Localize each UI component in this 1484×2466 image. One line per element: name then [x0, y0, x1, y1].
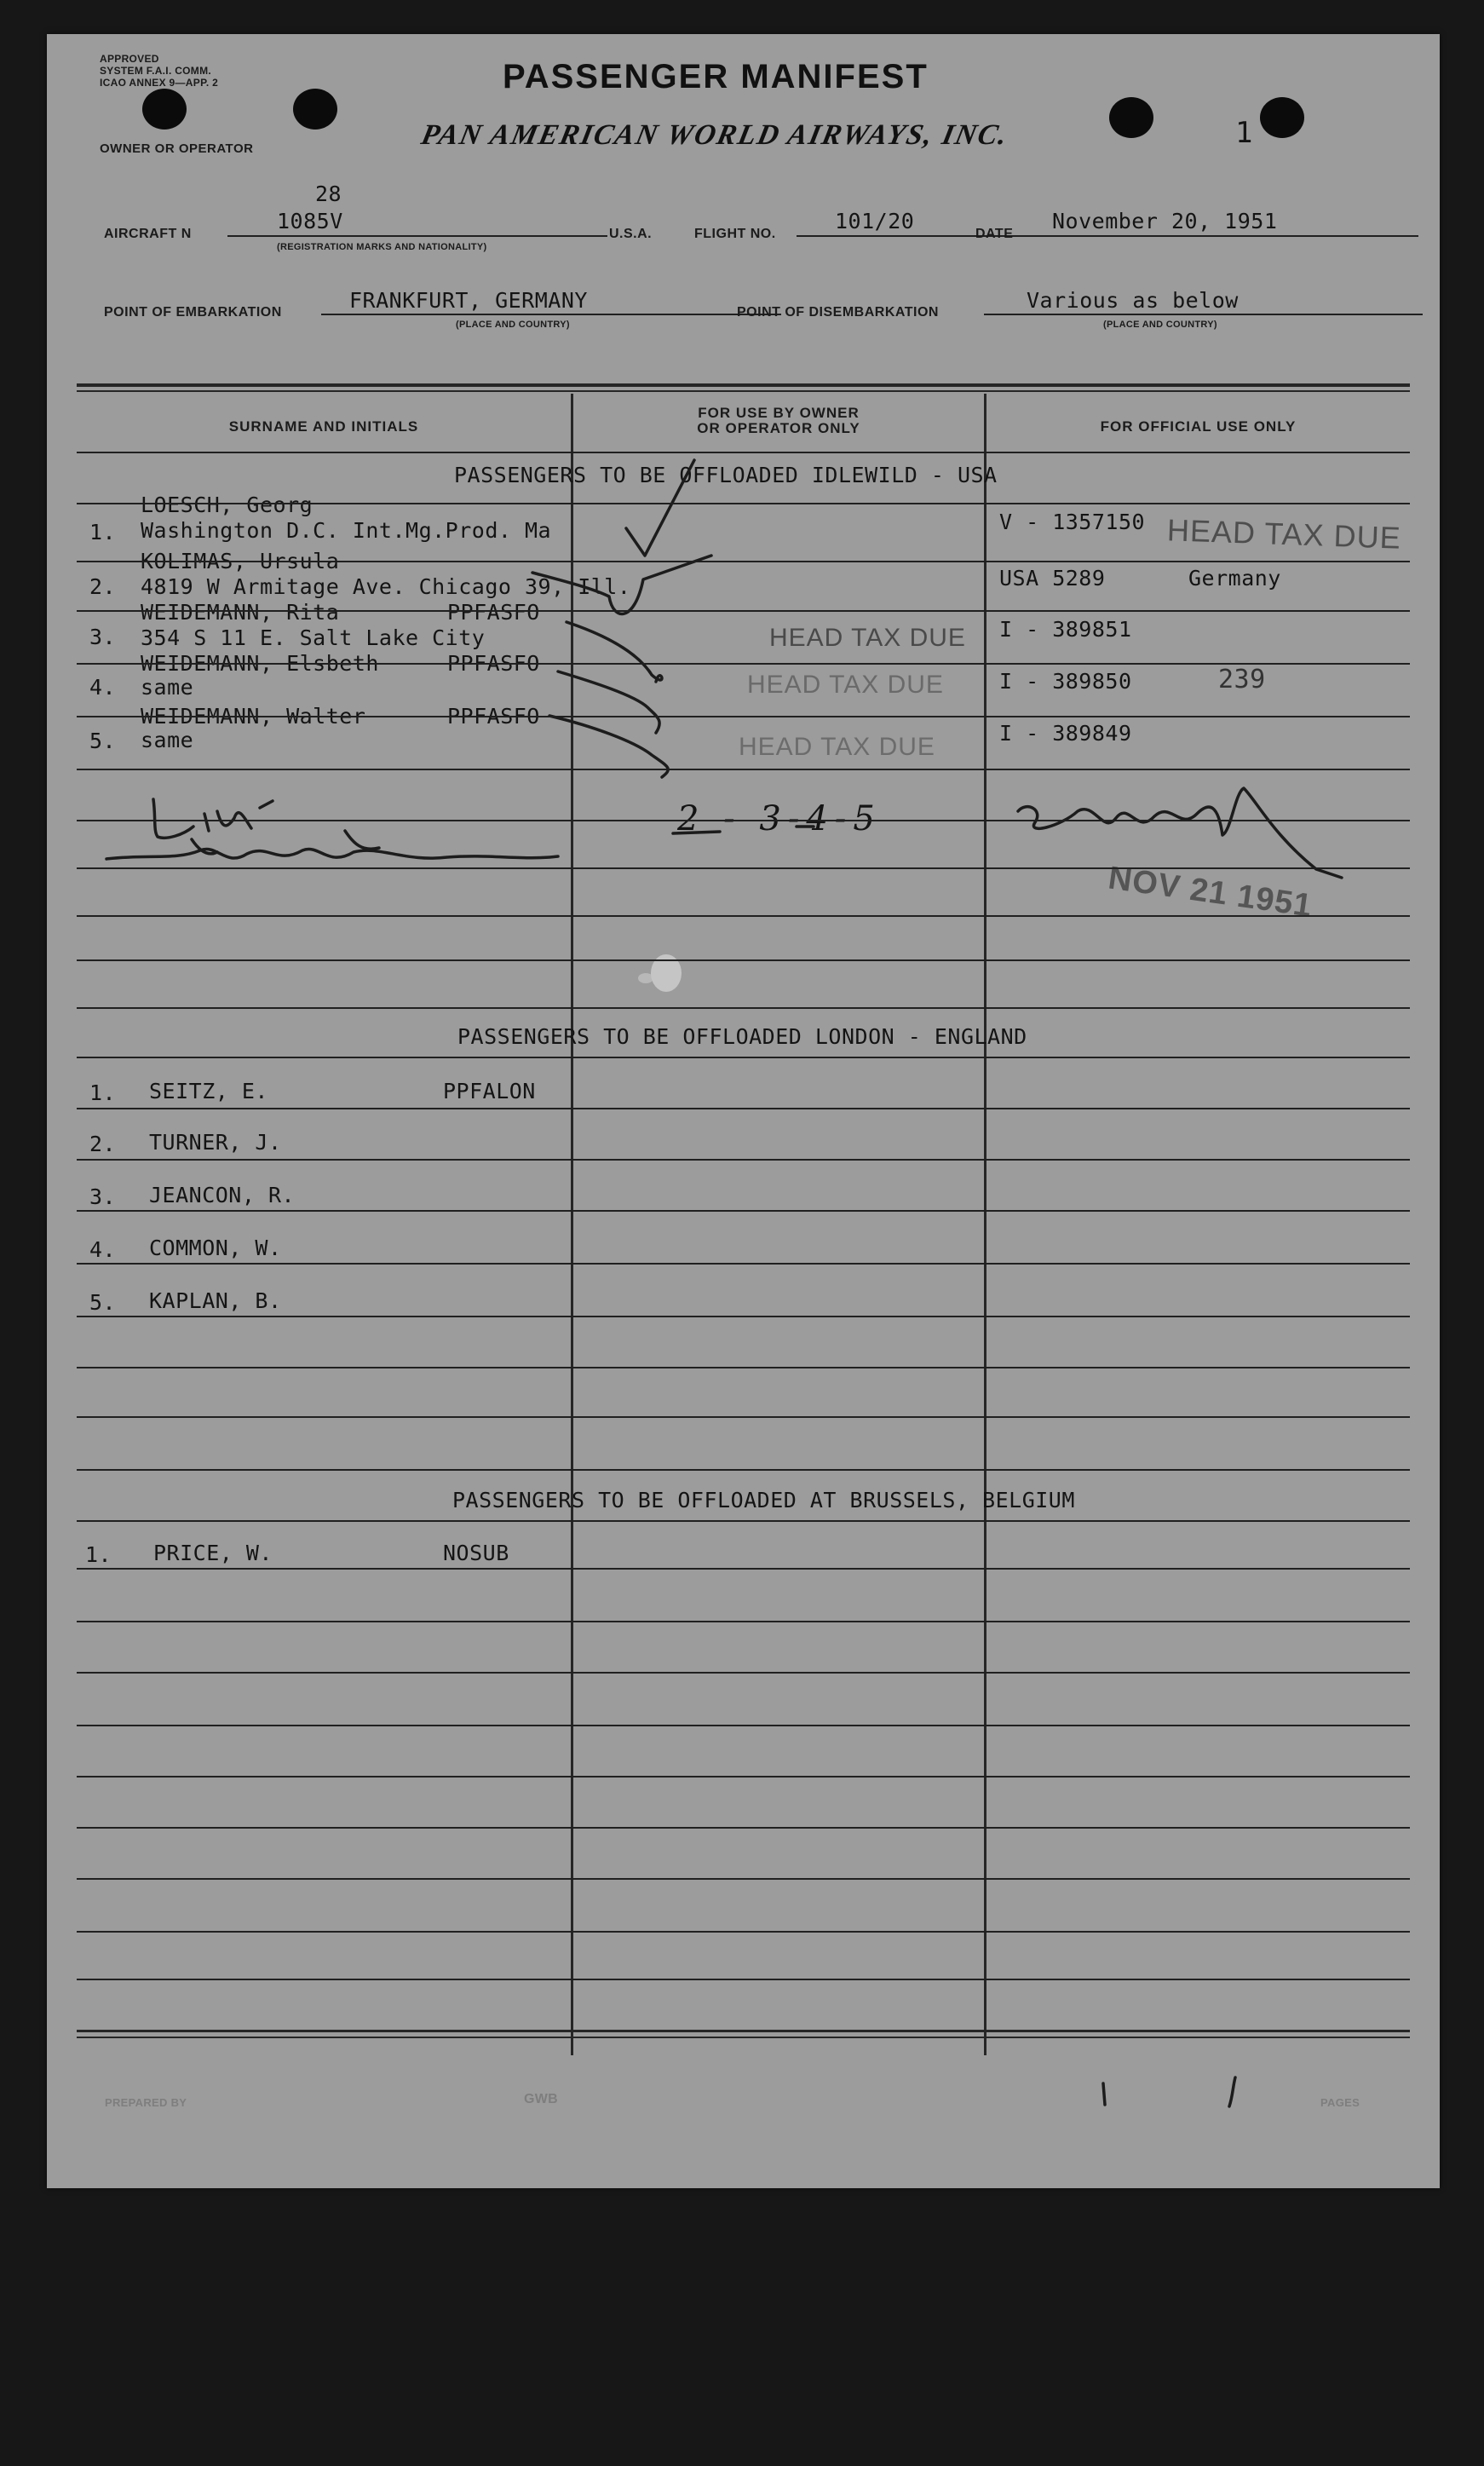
- row-number: 5.: [89, 729, 117, 753]
- section-heading-idlewild: PASSENGERS TO BE OFFLOADED IDLEWILD - USA: [454, 463, 998, 487]
- owner-operator-label: OWNER OR OPERATOR: [100, 141, 254, 156]
- ruled-line: [77, 1568, 1410, 1570]
- passenger-name: COMMON, W.: [149, 1236, 282, 1260]
- passenger-code: PPFASFO: [447, 651, 540, 676]
- ruled-line: [77, 716, 1410, 717]
- ruled-line: [77, 820, 1410, 821]
- ruled-line: [77, 915, 1410, 917]
- head-tax-stamp: HEAD TAX DUE: [739, 733, 935, 761]
- col-header-owner-2: OR OPERATOR ONLY: [697, 420, 860, 436]
- passenger-code: PPFALON: [443, 1079, 536, 1103]
- passenger-detail: Washington D.C. Int.Mg.Prod. Ma: [141, 518, 552, 543]
- passenger-name: WEIDEMANN, Rita: [141, 600, 340, 625]
- date-label: DATE: [975, 227, 1014, 241]
- row-number: 4.: [89, 1237, 117, 1262]
- ruled-line: [77, 1776, 1410, 1777]
- date-stamp: NOV 21 1951: [1106, 860, 1315, 925]
- ruled-line: [77, 1108, 1410, 1109]
- handwritten-marks: 2 - 3-4-5: [677, 799, 882, 838]
- passenger-code: NOSUB: [443, 1541, 509, 1565]
- ruled-line: [77, 561, 1410, 562]
- official-extra: 239: [1218, 665, 1266, 694]
- head-tax-stamp: HEAD TAX DUE: [1166, 512, 1402, 556]
- flight-label: FLIGHT NO.: [694, 227, 776, 241]
- approval-line-3: ICAO ANNEX 9—APP. 2: [100, 77, 219, 89]
- head-tax-stamp: HEAD TAX DUE: [747, 671, 944, 699]
- row-number: 1.: [89, 520, 117, 544]
- pages-label: PAGES: [1320, 2096, 1360, 2109]
- passenger-name: KAPLAN, B.: [149, 1288, 282, 1313]
- passenger-name: SEITZ, E.: [149, 1079, 268, 1103]
- ruled-line: [77, 1469, 1410, 1471]
- page-mark: 1: [1235, 116, 1253, 150]
- flight-number: 101/20: [835, 209, 915, 233]
- ruled-line: [77, 1979, 1410, 1980]
- row-number: 3.: [89, 625, 117, 649]
- disembarkation-label: POINT OF DISEMBARKATION: [737, 305, 939, 320]
- embarkation-value: FRANKFURT, GERMANY: [349, 288, 588, 313]
- row-number: 1.: [89, 1080, 117, 1105]
- passenger-detail: 354 S 11 E. Salt Lake City: [141, 625, 486, 650]
- row-number: 5.: [89, 1290, 117, 1315]
- ruled-line: [77, 1057, 1410, 1058]
- ruled-line: [77, 1367, 1410, 1368]
- passenger-detail: 4819 W Armitage Ave. Chicago 39, Ill.: [141, 574, 631, 599]
- ruled-line: [77, 1416, 1410, 1418]
- section-heading-brussels: PASSENGERS TO BE OFFLOADED AT BRUSSELS, BELGIUM: [452, 1488, 1075, 1512]
- ruled-line: [77, 1263, 1410, 1265]
- handwriting-strokes: [47, 34, 1440, 2188]
- embark-place-note: (PLACE AND COUNTRY): [456, 320, 570, 330]
- country-label: U.S.A.: [609, 227, 653, 241]
- ruled-line: [77, 1007, 1410, 1009]
- ruled-line: [77, 452, 1410, 453]
- ruled-line: [77, 1878, 1410, 1880]
- ruled-line: [77, 1725, 1410, 1726]
- passenger-name: KOLIMAS, Ursula: [141, 549, 340, 573]
- ruled-line: [77, 867, 1410, 869]
- row-number: 2.: [89, 574, 117, 599]
- official-entry: I - 389851: [999, 617, 1132, 642]
- flight-date: November 20, 1951: [1052, 209, 1278, 233]
- manifest-sheet: [47, 34, 1440, 2188]
- row-number: 3.: [89, 1184, 117, 1209]
- ruled-line: [77, 769, 1410, 770]
- ruled-line: [77, 663, 1410, 665]
- ruled-line: [77, 1316, 1410, 1317]
- col-header-surname: SURNAME AND INITIALS: [228, 418, 419, 435]
- disembarkation-value: Various as below: [1027, 288, 1239, 313]
- passenger-name: PRICE, W.: [153, 1541, 273, 1565]
- ruled-line: [77, 959, 1410, 961]
- aircraft-number: 1085V: [277, 209, 343, 233]
- approval-line-1: APPROVED: [100, 53, 159, 65]
- prepared-initials: GWB: [524, 2092, 559, 2106]
- aircraft-number-top: 28: [315, 181, 342, 206]
- ruled-line: [77, 1159, 1410, 1161]
- passenger-name: JEANCON, R.: [149, 1183, 296, 1207]
- registration-note: (REGISTRATION MARKS AND NATIONALITY): [277, 242, 487, 252]
- row-number: 4.: [89, 675, 117, 700]
- passenger-name: TURNER, J.: [149, 1130, 282, 1155]
- col-header-official: FOR OFFICIAL USE ONLY: [1100, 418, 1297, 435]
- page-title: PASSENGER MANIFEST: [503, 58, 929, 95]
- aircraft-label: AIRCRAFT N: [104, 227, 192, 241]
- official-extra: Germany: [1188, 566, 1281, 591]
- ruled-line: [77, 1621, 1410, 1622]
- official-entry: I - 389850: [999, 669, 1132, 694]
- passenger-name: WEIDEMANN, Walter: [141, 704, 366, 729]
- ruled-line: [77, 1672, 1410, 1674]
- passenger-code: PPFASFO: [447, 600, 540, 625]
- ruled-line: [77, 1827, 1410, 1829]
- passenger-detail: same: [141, 675, 194, 700]
- ruled-line: [77, 1210, 1410, 1212]
- company-name: PAN AMERICAN WORLD AIRWAYS, INC.: [418, 119, 1012, 151]
- passenger-code: PPFASFO: [447, 704, 540, 729]
- row-number: 2.: [89, 1132, 117, 1156]
- ruled-line: [77, 1520, 1410, 1522]
- passenger-name: LOESCH, Georg: [141, 493, 313, 517]
- passenger-detail: same: [141, 728, 194, 752]
- col-header-owner-1: FOR USE BY OWNER: [698, 405, 860, 421]
- ruled-line: [77, 503, 1410, 504]
- disembark-place-note: (PLACE AND COUNTRY): [1103, 320, 1217, 330]
- official-entry: USA 5289: [999, 566, 1106, 591]
- official-entry: V - 1357150: [999, 510, 1146, 534]
- head-tax-stamp: HEAD TAX DUE: [769, 624, 966, 652]
- official-entry: I - 389849: [999, 721, 1132, 746]
- row-number: 1.: [85, 1542, 112, 1567]
- section-heading-london: PASSENGERS TO BE OFFLOADED LONDON - ENGLAND: [457, 1024, 1027, 1049]
- embarkation-label: POINT OF EMBARKATION: [104, 305, 282, 320]
- ruled-line: [77, 1931, 1410, 1933]
- prepared-by-label: PREPARED BY: [105, 2096, 187, 2109]
- approval-line-2: SYSTEM F.A.I. COMM.: [100, 65, 212, 77]
- passenger-name: WEIDEMANN, Elsbeth: [141, 651, 379, 676]
- ruled-line: [77, 610, 1410, 612]
